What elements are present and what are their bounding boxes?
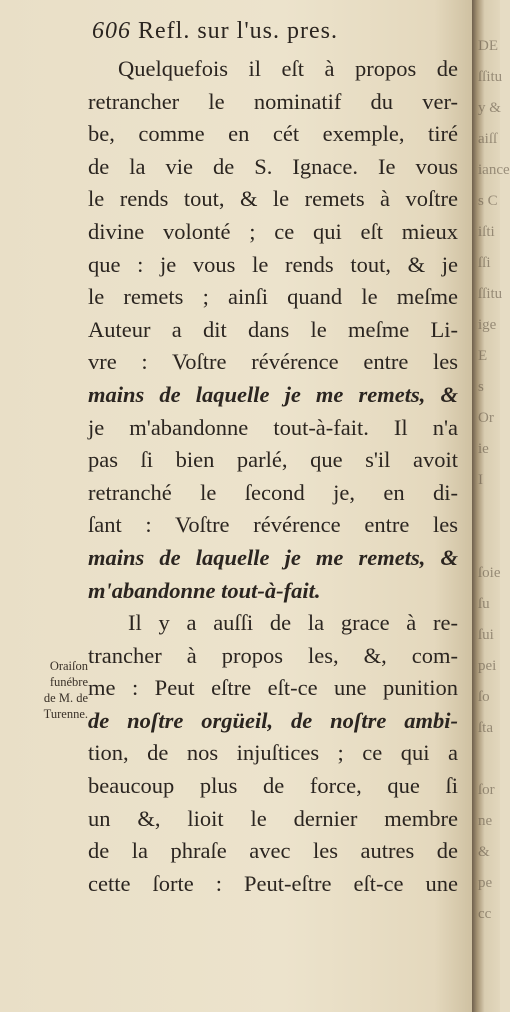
bleed-fragment: ie — [478, 441, 489, 457]
bleed-fragment: I — [478, 472, 483, 488]
text-line: mains de laquelle je me remets, & — [88, 544, 458, 570]
text-line: divine volonté ; ce qui eſt mieux — [88, 218, 458, 244]
text-line: vre : Voſtre révérence entre les — [88, 349, 458, 375]
text-line: Il y a auſſi de la grace à re- — [128, 610, 458, 636]
page-number: 606 — [92, 18, 131, 44]
text-line: retrancher le nominatif du ver- — [88, 88, 458, 114]
text-line: que : je vous le rends tout, & je — [88, 251, 458, 277]
text-line: de noſtre orgüeil, de noſtre ambi- — [88, 707, 458, 733]
text-line: de la vie de S. Ignace. Ie vous — [88, 153, 458, 179]
text-line: beaucoup plus de force, que ſi — [88, 773, 458, 799]
text-line: cette ſorte : Peut-eſtre eſt-ce une — [88, 870, 458, 896]
bleed-fragment: ſo — [478, 689, 490, 705]
bleed-fragment: iance — [478, 162, 510, 178]
margin-note-line: Oraiſon — [49, 659, 88, 673]
bleed-fragment: ſu — [478, 596, 490, 612]
bleed-fragment: ſſi — [478, 255, 491, 271]
text-line: le rends tout, & le remets à voſtre — [88, 186, 458, 212]
bleed-fragment: pei — [478, 658, 497, 674]
text-line: Auteur a dit dans le meſme Li- — [88, 316, 458, 342]
bleed-fragment: ſui — [478, 627, 494, 643]
text-line: le remets ; ainſi quand le meſme — [88, 284, 458, 310]
bleed-fragment: ne — [478, 813, 493, 829]
bleed-fragment: aiſſ — [478, 131, 498, 147]
text-line: be, comme en cét exemple, tiré — [88, 121, 458, 147]
text-line: me : Peut eſtre eſt-ce une punition — [88, 675, 458, 701]
bleed-fragment: ſſitu — [478, 69, 503, 85]
running-header — [92, 18, 432, 58]
text-line: de la phraſe avec les autres de — [88, 838, 458, 864]
bleed-fragment: s C — [478, 193, 498, 209]
running-title: Refl. sur l'us. pres. — [138, 18, 338, 44]
bleed-fragment: ſta — [478, 720, 493, 736]
margin-note-line: Turenne. — [43, 707, 88, 721]
bleed-fragment: s — [478, 379, 484, 395]
body-text — [88, 53, 458, 900]
bleed-fragment: iſti — [478, 224, 495, 240]
text-line: je m'abandonne tout-à-fait. Il n'a — [88, 414, 458, 440]
bleed-fragment: & — [478, 844, 490, 860]
margin-note-source — [4, 658, 88, 722]
text-line: Quelquefois il eſt à propos de — [118, 56, 458, 81]
text-line: m'abandonne tout-à-fait. — [88, 577, 321, 603]
bleed-fragment: pe — [478, 875, 493, 891]
text-line: pas ſi bien parlé, que s'il avoit — [88, 447, 458, 473]
margin-note-line: funébre — [49, 675, 88, 689]
bleed-fragment: y & — [478, 100, 501, 116]
text-line: mains de laquelle je me remets, & — [88, 381, 458, 407]
bleed-fragment: Or — [478, 410, 494, 426]
bleed-fragment: E — [478, 348, 488, 364]
text-line: retranché le ſecond je, en di- — [88, 479, 458, 505]
bleed-fragment: ſſitu — [478, 286, 503, 302]
bleed-fragment: DE — [478, 38, 498, 54]
bleed-fragment: cc — [478, 906, 492, 922]
text-line: tion, de nos injuſtices ; ce qui a — [88, 740, 458, 766]
bleed-fragment: ige — [478, 317, 497, 333]
text-line: ſant : Voſtre révérence entre les — [88, 512, 458, 538]
bleed-fragment: ſor — [478, 782, 495, 798]
bleed-fragment: ſoie — [478, 565, 501, 581]
text-line: un &, lioit le dernier membre — [88, 805, 458, 831]
margin-note-line: de M. de — [43, 691, 88, 705]
text-line: trancher à propos les, &, com- — [88, 642, 458, 668]
